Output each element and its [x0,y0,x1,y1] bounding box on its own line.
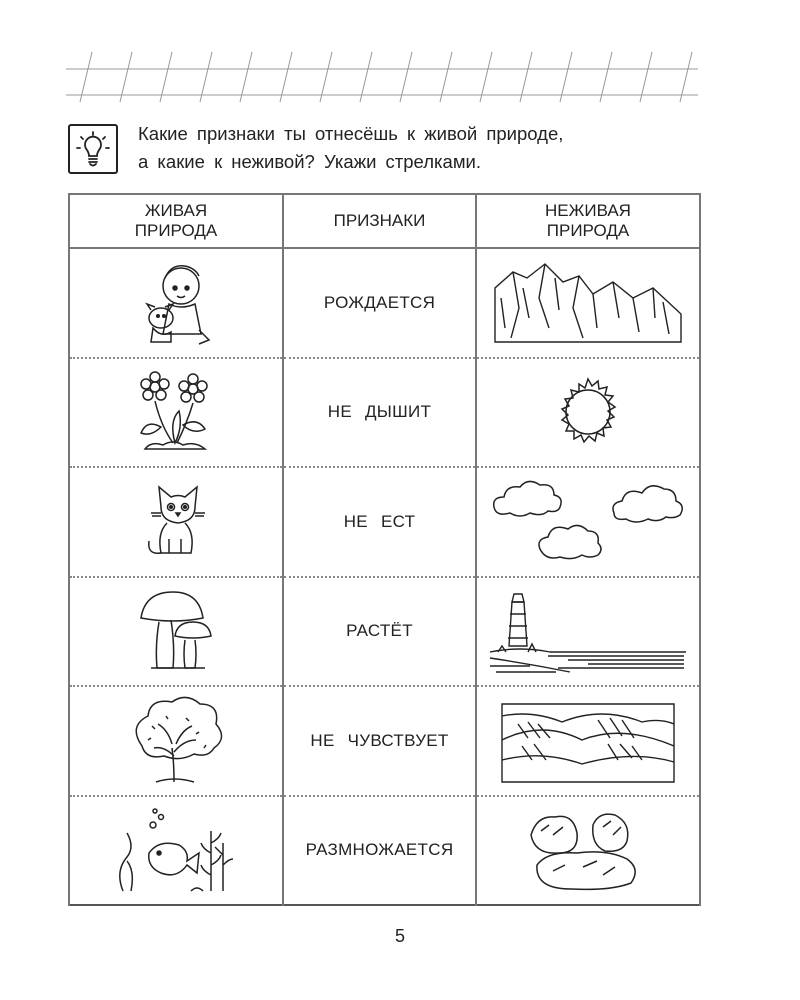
living-cell-tree [69,686,283,796]
sun-illustration [538,367,638,457]
sign-cell-5: НЕ ЧУВСТВУЕТ [283,686,476,796]
task-line-1: Какие признаки ты отнесёшь к живой природе, [138,123,564,144]
lighthouse-seashore-illustration [488,586,688,676]
living-cell-flowers [69,358,283,468]
nonliving-cell-clouds [476,467,700,577]
living-cell-kitten [69,467,283,577]
living-cell-mushrooms [69,577,283,687]
boy-with-puppy-illustration [131,258,221,348]
handwriting-lines [66,50,698,105]
mushrooms-illustration [131,586,221,676]
sign-cell-3: НЕ ЕСТ [283,467,476,577]
nonliving-cell-lighthouse [476,577,700,687]
task-line-2: а какие к неживой? Укажи стрелками. [138,151,482,172]
task [68,120,700,180]
nonliving-cell-mountains [476,248,700,358]
task-instruction [138,120,703,176]
header-nonliving [476,194,700,248]
clouds-illustration [488,477,688,567]
dunes-illustration [498,696,678,786]
nonliving-cell-dunes [476,686,700,796]
header-living-label: ЖИВАЯ ПРИРОДА [134,201,218,240]
stones-illustration [523,805,653,895]
living-cell-fish [69,796,283,906]
header-signs: ПРИЗНАКИ [283,194,476,248]
fish-and-seaweed-illustration [111,805,241,895]
nonliving-cell-sun [476,358,700,468]
sign-cell-6: РАЗМНОЖАЕТСЯ [283,796,476,906]
matching-table [68,193,701,906]
sign-cell-1: РОЖДАЕТСЯ [283,248,476,358]
header-nonliving-label: НЕЖИВАЯ ПРИРОДА [545,201,631,240]
living-cell-boy [69,248,283,358]
page-number: 5 [394,926,405,946]
tree-illustration [126,696,226,786]
nonliving-cell-stones [476,796,700,906]
lightbulb-icon [68,124,118,174]
sign-cell-4: РАСТЁТ [283,577,476,687]
sign-cell-2: НЕ ДЫШИТ [283,358,476,468]
flowers-illustration [131,367,221,457]
header-living [69,194,283,248]
kitten-illustration [131,477,221,567]
mountains-illustration [493,258,683,348]
